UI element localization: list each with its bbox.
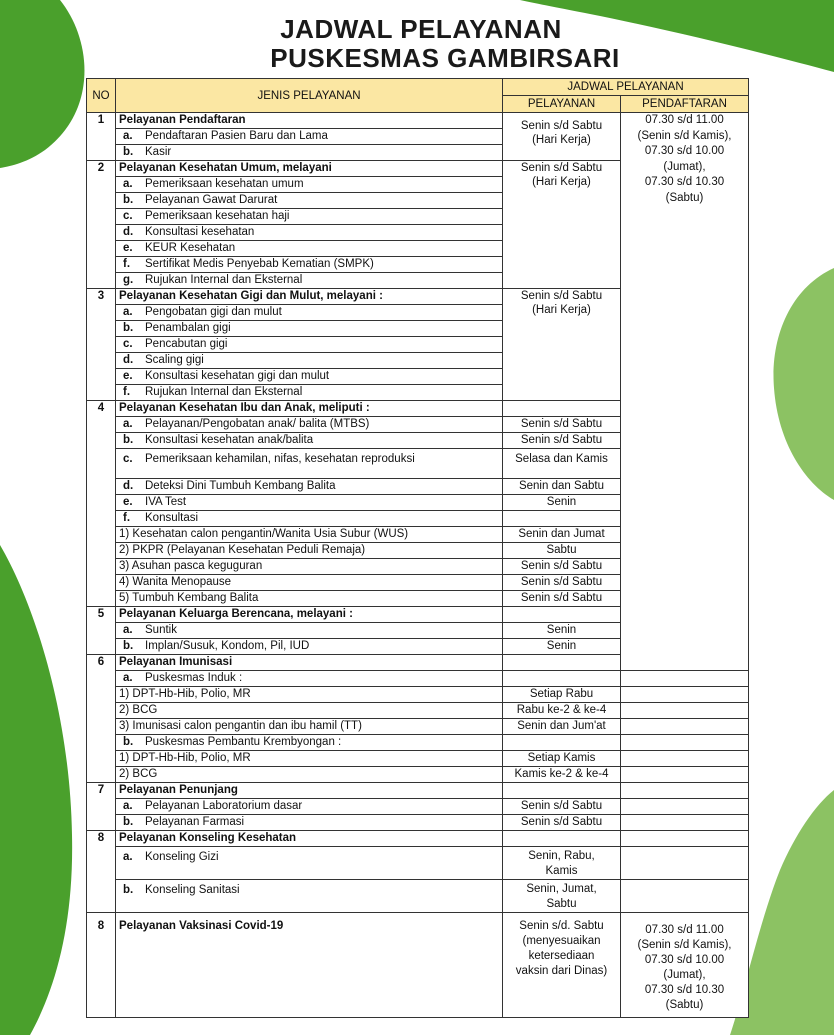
registration-empty-cell xyxy=(621,751,749,767)
list-item: b. Pelayanan Farmasi xyxy=(116,815,503,831)
schedule-cell: Sabtu xyxy=(503,543,621,559)
registration-text: (Jumat), xyxy=(663,160,706,173)
schedule-cell: Senin s/d Sabtu xyxy=(503,559,621,575)
schedule-cell xyxy=(503,671,621,687)
schedule-cell: Senin xyxy=(503,623,621,639)
registration-empty-cell xyxy=(621,719,749,735)
list-item: d. Deteksi Dini Tumbuh Kembang Balita xyxy=(116,479,503,495)
list-item: b. Implan/Susuk, Kondom, Pil, IUD xyxy=(116,639,503,655)
schedule-cell xyxy=(503,161,621,289)
list-item: e. KEUR Kesehatan xyxy=(116,241,503,257)
schedule-cell: Setiap Rabu xyxy=(503,687,621,703)
list-subitem: 1) DPT-Hb-Hib, Polio, MR xyxy=(116,687,503,703)
list-item: b. Puskesmas Pembantu Krembyongan : xyxy=(116,735,503,751)
schedule-text: Senin, Jumat, xyxy=(526,883,597,895)
list-item: f. Konsultasi xyxy=(116,511,503,527)
page-title-line2: PUSKESMAS GAMBIRSARI xyxy=(270,43,620,73)
section-title: Pelayanan Penunjang xyxy=(116,783,503,799)
list-subitem: 3) Imunisasi calon pengantin dan ibu hamil (TT) xyxy=(116,719,503,735)
list-item: a. Pelayanan/Pengobatan anak/ balita (MTBS) xyxy=(116,417,503,433)
schedule-cell: Senin xyxy=(503,639,621,655)
header-no: NO xyxy=(87,79,116,113)
header-jadwal-pelayanan: JADWAL PELAYANAN xyxy=(503,79,749,96)
registration-text: 07.30 s/d 10.00 xyxy=(644,954,725,966)
registration-text: 07.30 s/d 11.00 xyxy=(645,924,724,936)
schedule-text: Sabtu xyxy=(546,898,577,910)
registration-text: (Senin s/d Kamis), xyxy=(637,129,732,142)
schedule-cell xyxy=(503,880,621,913)
schedule-text: Kamis xyxy=(545,865,578,877)
schedule-text: Senin s/d. Sabtu xyxy=(519,920,604,932)
schedule-cell: Senin s/d Sabtu xyxy=(503,575,621,591)
list-item: a. Pengobatan gigi dan mulut xyxy=(116,305,503,321)
schedule-cell xyxy=(503,783,621,799)
row-number: 8 xyxy=(87,831,116,913)
schedule-text: (Hari Kerja) xyxy=(532,134,591,146)
service-schedule-table xyxy=(86,78,749,1018)
registration-empty-cell xyxy=(621,767,749,783)
schedule-text: (menyesuaikan xyxy=(522,935,601,947)
schedule-cell: Senin s/d Sabtu xyxy=(503,815,621,831)
schedule-cell: Senin s/d Sabtu xyxy=(503,433,621,449)
registration-text: 07.30 s/d 10.30 xyxy=(644,176,725,188)
list-item: c. Pemeriksaan kesehatan haji xyxy=(116,209,503,225)
schedule-cell xyxy=(503,511,621,527)
row-number: 6 xyxy=(87,655,116,783)
list-item: a. Pendaftaran Pasien Baru dan Lama xyxy=(116,129,503,145)
list-subitem: 4) Wanita Menopause xyxy=(116,575,503,591)
schedule-cell xyxy=(503,735,621,751)
row-number: 7 xyxy=(87,783,116,831)
registration-text: 07.30 s/d 11.00 xyxy=(645,114,724,126)
schedule-text: Senin, Rabu, xyxy=(528,850,595,862)
registration-text: 07.30 s/d 10.00 xyxy=(644,145,725,157)
registration-empty-cell xyxy=(621,687,749,703)
list-item: f. Sertifikat Medis Penyebab Kematian (SMPK) xyxy=(116,257,503,273)
list-item: b. Konseling Sanitasi xyxy=(116,880,503,913)
schedule-cell: Senin s/d Sabtu xyxy=(503,591,621,607)
section-title: Pelayanan Imunisasi xyxy=(116,655,503,671)
registration-empty-cell xyxy=(621,815,749,831)
schedule-cell: Selasa dan Kamis xyxy=(503,449,621,479)
schedule-text: vaksin dari Dinas) xyxy=(515,965,608,977)
schedule-cell: Senin s/d Sabtu xyxy=(503,799,621,815)
list-item: f. Rujukan Internal dan Eksternal xyxy=(116,385,503,401)
schedule-cell: Senin s/d Sabtu xyxy=(503,417,621,433)
registration-empty-cell xyxy=(621,880,749,913)
schedule-text: ketersediaan xyxy=(528,950,595,962)
list-item: c. Pencabutan gigi xyxy=(116,337,503,353)
schedule-cell xyxy=(503,913,621,1018)
section-title: Pelayanan Kesehatan Gigi dan Mulut, melayani : xyxy=(116,289,503,305)
registration-text: (Sabtu) xyxy=(665,999,704,1011)
schedule-text: Senin s/d Sabtu xyxy=(520,290,603,302)
registration-hours-cell xyxy=(621,113,749,671)
row-number: 3 xyxy=(87,289,116,401)
green-blob-right xyxy=(760,268,834,508)
schedule-cell: Senin dan Sabtu xyxy=(503,479,621,495)
schedule-text: Senin s/d Sabtu xyxy=(520,120,603,132)
page-title-line1: JADWAL PELAYANAN xyxy=(280,14,562,44)
row-number: 4 xyxy=(87,401,116,607)
row-number: 8 xyxy=(87,913,116,1018)
section-title: Pelayanan Vaksinasi Covid-19 xyxy=(116,913,503,1018)
schedule-cell xyxy=(503,289,621,401)
section-title: Pelayanan Kesehatan Ibu dan Anak, meliputi : xyxy=(116,401,503,417)
schedule-cell xyxy=(503,607,621,623)
list-subitem: 1) Kesehatan calon pengantin/Wanita Usia Subur (WUS) xyxy=(116,527,503,543)
list-item: c. Pemeriksaan kehamilan, nifas, kesehatan reproduksi xyxy=(116,449,503,479)
header-jenis-pelayanan: JENIS PELAYANAN xyxy=(116,79,503,113)
schedule-text: (Hari Kerja) xyxy=(532,176,591,188)
list-item: e. Konsultasi kesehatan gigi dan mulut xyxy=(116,369,503,385)
schedule-cell xyxy=(503,401,621,417)
registration-empty-cell xyxy=(621,783,749,799)
list-item: d. Konsultasi kesehatan xyxy=(116,225,503,241)
list-subitem: 5) Tumbuh Kembang Balita xyxy=(116,591,503,607)
list-subitem: 2) BCG xyxy=(116,703,503,719)
schedule-cell: Rabu ke-2 & ke-4 xyxy=(503,703,621,719)
list-subitem: 2) PKPR (Pelayanan Kesehatan Peduli Remaja) xyxy=(116,543,503,559)
section-title: Pelayanan Pendaftaran xyxy=(116,113,503,129)
registration-empty-cell xyxy=(621,847,749,880)
list-subitem: 3) Asuhan pasca keguguran xyxy=(116,559,503,575)
schedule-text: (Hari Kerja) xyxy=(532,304,591,316)
registration-empty-cell xyxy=(621,703,749,719)
list-item: b. Pelayanan Gawat Darurat xyxy=(116,193,503,209)
list-subitem: 1) DPT-Hb-Hib, Polio, MR xyxy=(116,751,503,767)
registration-empty-cell xyxy=(621,799,749,815)
list-item: a. Pelayanan Laboratorium dasar xyxy=(116,799,503,815)
section-title: Pelayanan Kesehatan Umum, melayani xyxy=(116,161,503,177)
list-item: b. Penambalan gigi xyxy=(116,321,503,337)
header-pendaftaran: PENDAFTARAN xyxy=(621,96,749,113)
schedule-cell: Kamis ke-2 & ke-4 xyxy=(503,767,621,783)
row-number: 1 xyxy=(87,113,116,161)
covid-registration-cell xyxy=(621,913,749,1018)
section-title: Pelayanan Konseling Kesehatan xyxy=(116,831,503,847)
list-item: e. IVA Test xyxy=(116,495,503,511)
list-item: a. Pemeriksaan kesehatan umum xyxy=(116,177,503,193)
schedule-cell xyxy=(503,831,621,847)
registration-text: 07.30 s/d 10.30 xyxy=(644,984,725,996)
registration-empty-cell xyxy=(621,735,749,751)
schedule-cell: Senin xyxy=(503,495,621,511)
schedule-cell xyxy=(503,113,621,161)
schedule-cell xyxy=(503,655,621,671)
registration-empty-cell xyxy=(621,831,749,847)
list-subitem: 2) BCG xyxy=(116,767,503,783)
registration-text: (Sabtu) xyxy=(665,191,704,204)
list-item: g. Rujukan Internal dan Eksternal xyxy=(116,273,503,289)
list-item: a. Suntik xyxy=(116,623,503,639)
schedule-cell: Senin dan Jumat xyxy=(503,527,621,543)
green-blob-bottom-left xyxy=(0,545,90,1035)
schedule-cell: Setiap Kamis xyxy=(503,751,621,767)
section-title: Pelayanan Keluarga Berencana, melayani : xyxy=(116,607,503,623)
list-item: b. Kasir xyxy=(116,145,503,161)
schedule-cell xyxy=(503,847,621,880)
registration-text: (Senin s/d Kamis), xyxy=(637,939,732,951)
list-item: a. Puskesmas Induk : xyxy=(116,671,503,687)
schedule-cell: Senin dan Jum'at xyxy=(503,719,621,735)
list-item: d. Scaling gigi xyxy=(116,353,503,369)
schedule-text: Senin s/d Sabtu xyxy=(520,162,603,174)
registration-empty-cell xyxy=(621,671,749,687)
row-number: 2 xyxy=(87,161,116,289)
row-number: 5 xyxy=(87,607,116,655)
header-pelayanan: PELAYANAN xyxy=(503,96,621,113)
list-item: b. Konsultasi kesehatan anak/balita xyxy=(116,433,503,449)
list-item: a. Konseling Gizi xyxy=(116,847,503,880)
registration-text: (Jumat), xyxy=(663,969,706,981)
